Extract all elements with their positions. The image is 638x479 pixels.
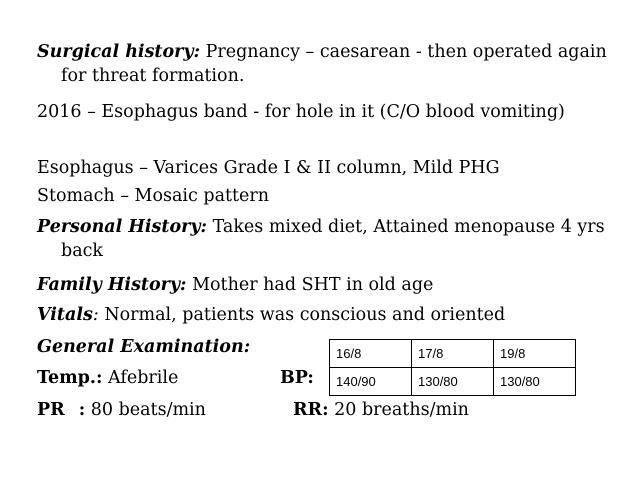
bp-label-container (280, 366, 314, 390)
bp-value-cell: 130/80 (494, 368, 576, 396)
family-history-label: Family History: (37, 275, 187, 295)
esophagus-varices-line: Esophagus – Varices Grade I & II column, Mild PHG (37, 158, 500, 178)
rr-label: RR: (293, 400, 329, 420)
general-examination-heading (37, 335, 250, 359)
temp-separator: .: (89, 368, 103, 388)
bp-label: BP: (280, 368, 314, 388)
bp-value-cell: 130/80 (412, 368, 494, 396)
surgical-history-text: Pregnancy – caesarean - then operated again for threat formation. (61, 42, 607, 86)
bp-readings-table (329, 339, 576, 396)
vitals-line (37, 303, 633, 327)
personal-history-label: Personal History: (37, 217, 208, 237)
general-examination-label: General Examination: (37, 337, 251, 357)
vitals-text: Normal, patients was conscious and oriented (98, 305, 506, 325)
temperature-line (37, 366, 178, 390)
bp-date-cell: 16/8 (330, 340, 412, 368)
stomach-line: Stomach – Mosaic pattern (37, 186, 270, 206)
pr-separator: : (78, 400, 86, 420)
esophagus-band-paragraph: 2016 – Esophagus band - for hole in it (C/O blood vomiting) (37, 102, 565, 122)
bp-dates-row (330, 340, 576, 368)
respiratory-rate-line (293, 398, 469, 422)
pulse-rate-line (37, 398, 206, 422)
family-history-text: Mother had SHT in old age (186, 275, 434, 295)
rr-value: 20 breaths/min (328, 400, 469, 420)
temp-value: Afebrile (102, 368, 179, 388)
vitals-label: Vitals (37, 305, 93, 325)
pr-value: 80 beats/min (85, 400, 206, 420)
bp-value-cell: 140/90 (330, 368, 412, 396)
surgical-history-paragraph (37, 40, 633, 88)
personal-history-paragraph (37, 215, 633, 263)
temp-label: Temp (37, 368, 90, 388)
bp-date-cell: 17/8 (412, 340, 494, 368)
surgical-history-label: Surgical history: (37, 42, 201, 62)
family-history-line (37, 273, 633, 297)
bp-values-row (330, 368, 576, 396)
bp-date-cell: 19/8 (494, 340, 576, 368)
vitals-colon: : (92, 305, 99, 325)
personal-history-text: Takes mixed diet, Attained menopause 4 yrs back (61, 217, 605, 261)
pr-label: PR (37, 400, 65, 420)
